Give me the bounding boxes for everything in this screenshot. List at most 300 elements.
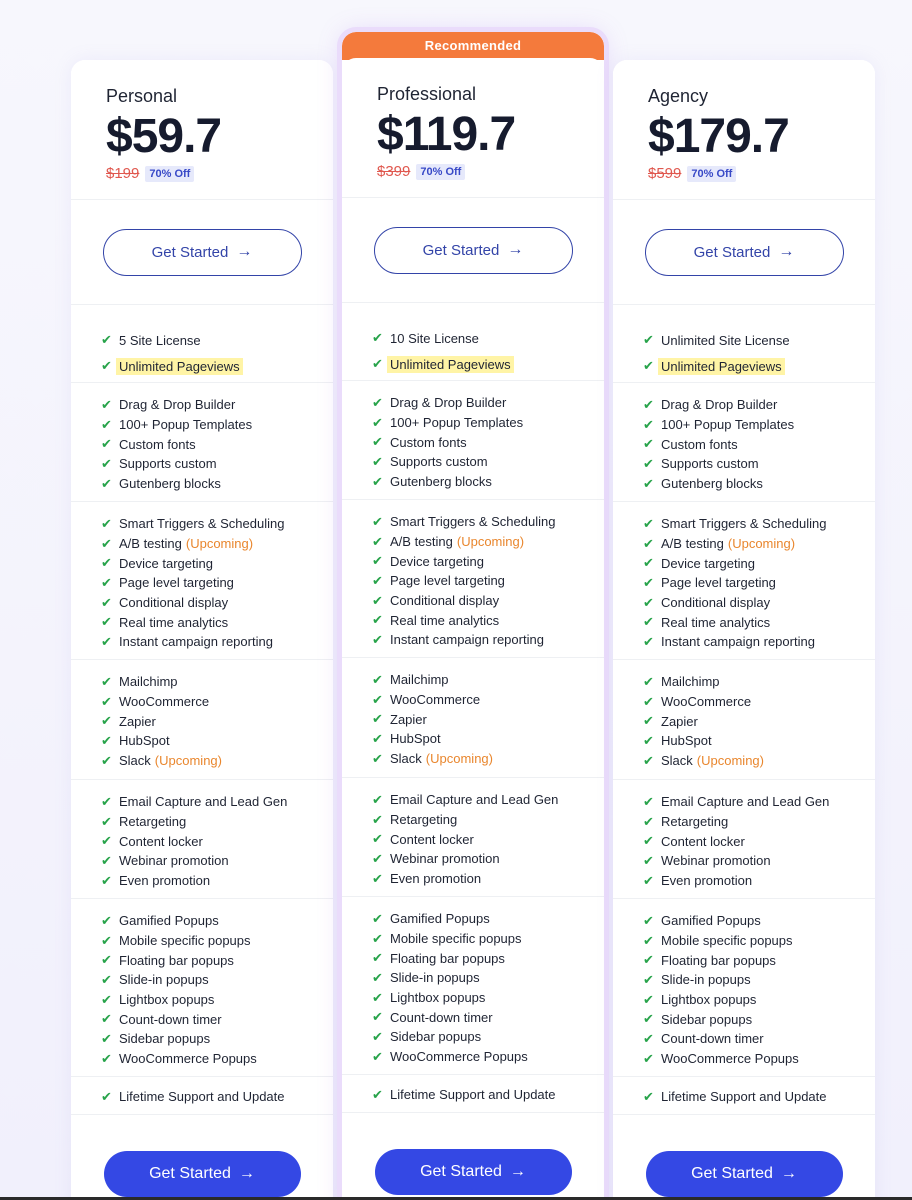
feature-item	[101, 1049, 333, 1069]
feature-item	[372, 532, 604, 552]
check-icon: ✔	[101, 912, 112, 928]
feature-item	[101, 553, 333, 573]
feature-label: Slide-in popups	[119, 972, 209, 988]
feature-item	[372, 670, 604, 690]
feature-item	[643, 327, 875, 353]
feature-group-builder	[342, 381, 604, 500]
check-icon: ✔	[372, 711, 383, 727]
feature-item	[643, 1029, 875, 1049]
feature-label: Conditional display	[661, 595, 771, 611]
feature-label: Content locker	[661, 833, 745, 849]
feature-item	[101, 353, 333, 379]
feature-item	[101, 731, 333, 751]
feature-item	[101, 792, 333, 812]
arrow-right-icon: →	[780, 1165, 797, 1182]
feature-item	[643, 751, 875, 771]
feature-label: Even promotion	[390, 871, 482, 887]
check-icon: ✔	[372, 930, 383, 946]
original-price: $599	[648, 165, 682, 182]
check-icon: ✔	[101, 1088, 112, 1104]
plan-name: Agency	[648, 86, 709, 106]
button-label: Get Started	[693, 243, 771, 261]
feature-label: Retargeting	[390, 812, 458, 828]
check-icon: ✔	[101, 713, 112, 729]
feature-item	[643, 612, 875, 632]
check-icon: ✔	[372, 434, 383, 450]
feature-item	[372, 829, 604, 849]
feature-item	[643, 573, 875, 593]
check-icon: ✔	[643, 358, 654, 373]
feature-group-targeting	[71, 502, 333, 660]
discount-badge: 70% Off	[687, 166, 736, 182]
feature-label: A/B testing	[119, 536, 182, 552]
feature-item	[101, 573, 333, 593]
feature-group-popups	[71, 899, 333, 1077]
feature-item	[643, 553, 875, 573]
feature-label: WooCommerce	[390, 692, 481, 708]
check-icon: ✔	[101, 693, 112, 709]
check-icon: ✔	[372, 356, 383, 371]
feature-label: Gamified Popups	[661, 913, 761, 929]
feature-label: Mailchimp	[390, 672, 449, 688]
plan-name: Professional	[377, 84, 477, 104]
feature-item	[372, 690, 604, 710]
feature-label: Mailchimp	[661, 674, 720, 690]
plan-card-agency	[613, 60, 875, 1200]
feature-item	[101, 812, 333, 832]
check-icon: ✔	[643, 515, 654, 531]
feature-label: Supports custom	[390, 454, 488, 470]
feature-item	[372, 610, 604, 630]
feature-label: A/B testing	[661, 536, 724, 552]
check-icon: ✔	[101, 436, 112, 452]
feature-label: Smart Triggers & Scheduling	[661, 516, 827, 532]
feature-label: Slide-in popups	[661, 972, 751, 988]
plan-card-professional	[342, 32, 604, 1200]
feature-label: Smart Triggers & Scheduling	[390, 514, 556, 530]
check-icon: ✔	[101, 416, 112, 432]
feature-label: 100+ Popup Templates	[661, 417, 795, 433]
feature-label: HubSpot	[119, 733, 170, 749]
feature-item	[372, 810, 604, 830]
check-icon: ✔	[643, 852, 654, 868]
feature-label: Conditional display	[119, 595, 229, 611]
feature-item	[643, 1009, 875, 1029]
check-icon: ✔	[101, 396, 112, 412]
check-icon: ✔	[643, 574, 654, 590]
feature-item	[643, 970, 875, 990]
feature-label: Floating bar popups	[390, 950, 505, 966]
recommended-badge: Recommended	[342, 32, 604, 60]
feature-item	[643, 871, 875, 891]
feature-item	[372, 729, 604, 749]
get-started-button-bottom[interactable]	[104, 1151, 301, 1197]
feature-item	[101, 672, 333, 692]
discount-badge: 70% Off	[145, 166, 194, 182]
feature-item	[101, 990, 333, 1010]
check-icon: ✔	[372, 850, 383, 866]
feature-label: Lightbox popups	[119, 992, 215, 1008]
feature-label: Sidebar popups	[390, 1029, 482, 1045]
check-icon: ✔	[372, 453, 383, 469]
feature-label: Lifetime Support and Update	[661, 1089, 827, 1105]
feature-item	[643, 731, 875, 751]
feature-label: Sidebar popups	[661, 1011, 753, 1027]
feature-label: 10 Site License	[390, 330, 479, 346]
feature-item	[643, 395, 875, 415]
check-icon: ✔	[643, 932, 654, 948]
check-icon: ✔	[643, 971, 654, 987]
feature-group-support	[71, 1077, 333, 1115]
feature-item	[372, 1085, 604, 1105]
original-price: $399	[377, 163, 411, 180]
check-icon: ✔	[101, 932, 112, 948]
check-icon: ✔	[372, 572, 383, 588]
feature-label: Unlimited Site License	[661, 332, 790, 348]
feature-item	[101, 612, 333, 632]
feature-label: Lifetime Support and Update	[119, 1089, 285, 1105]
feature-item	[643, 632, 875, 652]
feature-item	[372, 988, 604, 1008]
feature-group-integrations	[613, 660, 875, 780]
feature-item	[101, 831, 333, 851]
feature-item	[372, 929, 604, 949]
feature-label: Zapier	[661, 713, 698, 729]
button-label: Get Started	[151, 243, 229, 261]
check-icon: ✔	[643, 332, 654, 347]
get-started-button-bottom[interactable]	[646, 1151, 843, 1197]
feature-item	[372, 630, 604, 650]
feature-item	[101, 1009, 333, 1029]
feature-item	[372, 869, 604, 889]
feature-item	[372, 790, 604, 810]
feature-label: Real time analytics	[390, 612, 500, 628]
check-icon: ✔	[643, 614, 654, 630]
feature-item	[101, 474, 333, 494]
feature-item	[101, 931, 333, 951]
feature-item	[643, 593, 875, 613]
feature-label: Even promotion	[661, 873, 753, 889]
upcoming-tag: (Upcoming)	[727, 536, 796, 552]
feature-label: Email Capture and Lead Gen	[661, 794, 830, 810]
feature-label: Content locker	[119, 833, 203, 849]
feature-label: Mobile specific popups	[661, 933, 793, 949]
feature-item	[643, 931, 875, 951]
feature-item	[101, 434, 333, 454]
feature-group-integrations	[342, 658, 604, 778]
check-icon: ✔	[643, 633, 654, 649]
feature-label: Custom fonts	[390, 434, 467, 450]
feature-item	[101, 970, 333, 990]
feature-label: Email Capture and Lead Gen	[119, 794, 288, 810]
check-icon: ✔	[643, 594, 654, 610]
feature-label: WooCommerce Popups	[390, 1049, 528, 1065]
feature-label: Page level targeting	[390, 573, 505, 589]
button-label: Get Started	[149, 1165, 231, 1182]
feature-item	[372, 909, 604, 929]
check-icon: ✔	[101, 574, 112, 590]
feature-label: WooCommerce Popups	[661, 1051, 799, 1067]
feature-item	[101, 692, 333, 712]
feature-label: Real time analytics	[119, 614, 229, 630]
check-icon: ✔	[101, 833, 112, 849]
feature-label: Count-down timer	[119, 1011, 222, 1027]
feature-label: Count-down timer	[661, 1031, 764, 1047]
feature-label: Gamified Popups	[119, 913, 219, 929]
check-icon: ✔	[643, 673, 654, 689]
check-icon: ✔	[101, 555, 112, 571]
feature-label: Device targeting	[661, 555, 755, 571]
plan-price: $119.7	[377, 108, 516, 161]
feature-item	[372, 571, 604, 591]
upcoming-tag: (Upcoming)	[696, 753, 764, 769]
feature-label: Mobile specific popups	[390, 931, 522, 947]
feature-label: Webinar promotion	[119, 853, 229, 869]
button-label: Get Started	[420, 1163, 502, 1180]
feature-group-usecases	[71, 780, 333, 899]
feature-item	[643, 911, 875, 931]
arrow-right-icon: →	[236, 243, 253, 260]
feature-label: Unlimited Pageviews	[658, 358, 785, 375]
plan-price: $179.7	[648, 110, 789, 163]
feature-item	[372, 432, 604, 452]
feature-label: Floating bar popups	[119, 952, 234, 968]
feature-item	[643, 831, 875, 851]
check-icon: ✔	[101, 813, 112, 829]
check-icon: ✔	[372, 473, 383, 489]
check-icon: ✔	[643, 912, 654, 928]
feature-label: Mobile specific popups	[119, 933, 251, 949]
feature-label: Custom fonts	[119, 436, 196, 452]
check-icon: ✔	[643, 475, 654, 491]
feature-item	[372, 849, 604, 869]
get-started-button[interactable]	[645, 229, 844, 276]
feature-item	[101, 1087, 333, 1107]
feature-item	[372, 512, 604, 532]
feature-item	[101, 454, 333, 474]
feature-item	[101, 751, 333, 771]
feature-label: Lightbox popups	[390, 990, 486, 1006]
feature-label: 100+ Popup Templates	[119, 417, 253, 433]
check-icon: ✔	[372, 811, 383, 827]
feature-group-usecases	[613, 780, 875, 899]
feature-item	[643, 1049, 875, 1069]
feature-group-builder	[71, 383, 333, 502]
feature-label: Gutenberg blocks	[661, 476, 763, 492]
plan-header	[613, 60, 875, 200]
feature-item	[372, 709, 604, 729]
feature-label: WooCommerce	[119, 694, 210, 710]
feature-item	[372, 591, 604, 611]
feature-item	[643, 514, 875, 534]
feature-item	[643, 851, 875, 871]
feature-group-integrations	[71, 660, 333, 780]
check-icon: ✔	[372, 1009, 383, 1025]
feature-label: Device targeting	[390, 553, 484, 569]
feature-label: Drag & Drop Builder	[390, 395, 507, 411]
check-icon: ✔	[372, 612, 383, 628]
feature-label: Content locker	[390, 831, 474, 847]
feature-label: Gutenberg blocks	[119, 476, 221, 492]
feature-label: WooCommerce Popups	[119, 1051, 257, 1067]
feature-item	[101, 534, 333, 554]
check-icon: ✔	[101, 633, 112, 649]
check-icon: ✔	[101, 1030, 112, 1046]
check-icon: ✔	[372, 950, 383, 966]
check-icon: ✔	[643, 793, 654, 809]
feature-item	[372, 413, 604, 433]
check-icon: ✔	[372, 1086, 383, 1102]
feature-label: Instant campaign reporting	[119, 634, 273, 650]
check-icon: ✔	[372, 631, 383, 647]
check-icon: ✔	[643, 752, 654, 768]
check-icon: ✔	[101, 535, 112, 551]
check-icon: ✔	[643, 813, 654, 829]
feature-item	[643, 711, 875, 731]
feature-label: Supports custom	[119, 456, 217, 472]
feature-item	[643, 1087, 875, 1107]
feature-group-popups	[342, 897, 604, 1075]
check-icon: ✔	[101, 752, 112, 768]
feature-item	[643, 454, 875, 474]
check-icon: ✔	[643, 693, 654, 709]
feature-label: Gamified Popups	[390, 911, 490, 927]
discount-badge: 70% Off	[416, 164, 465, 180]
feature-item	[372, 452, 604, 472]
get-started-button[interactable]	[103, 229, 302, 276]
feature-group-license	[342, 303, 604, 381]
feature-label: Even promotion	[119, 873, 211, 889]
get-started-button[interactable]	[374, 227, 573, 274]
feature-label: 5 Site License	[119, 332, 201, 348]
check-icon: ✔	[372, 394, 383, 410]
check-icon: ✔	[372, 750, 383, 766]
feature-item	[101, 950, 333, 970]
feature-item	[101, 911, 333, 931]
arrow-right-icon: →	[509, 1163, 526, 1180]
check-icon: ✔	[643, 555, 654, 571]
feature-item	[372, 551, 604, 571]
check-icon: ✔	[372, 791, 383, 807]
check-icon: ✔	[372, 1028, 383, 1044]
feature-label: Device targeting	[119, 555, 213, 571]
check-icon: ✔	[372, 910, 383, 926]
check-icon: ✔	[643, 991, 654, 1007]
feature-label: Email Capture and Lead Gen	[390, 792, 559, 808]
check-icon: ✔	[101, 872, 112, 888]
feature-item	[643, 692, 875, 712]
feature-label: Drag & Drop Builder	[119, 397, 236, 413]
feature-item	[101, 1029, 333, 1049]
check-icon: ✔	[643, 1050, 654, 1066]
feature-label: Unlimited Pageviews	[116, 358, 243, 375]
feature-item	[101, 395, 333, 415]
plan-name: Personal	[106, 86, 178, 106]
feature-group-builder	[613, 383, 875, 502]
check-icon: ✔	[101, 952, 112, 968]
check-icon: ✔	[101, 793, 112, 809]
feature-label: Lightbox popups	[661, 992, 757, 1008]
feature-label: Webinar promotion	[390, 851, 500, 867]
feature-group-targeting	[613, 502, 875, 660]
check-icon: ✔	[372, 730, 383, 746]
feature-label: HubSpot	[661, 733, 712, 749]
feature-group-support	[342, 1075, 604, 1113]
feature-label: A/B testing	[390, 534, 453, 550]
check-icon: ✔	[372, 592, 383, 608]
feature-item	[643, 950, 875, 970]
feature-item	[643, 353, 875, 379]
check-icon: ✔	[101, 732, 112, 748]
check-icon: ✔	[372, 414, 383, 430]
check-icon: ✔	[101, 673, 112, 689]
check-icon: ✔	[372, 691, 383, 707]
feature-label: Zapier	[119, 713, 156, 729]
check-icon: ✔	[101, 852, 112, 868]
check-icon: ✔	[372, 1048, 383, 1064]
plan-header	[71, 60, 333, 200]
check-icon: ✔	[372, 969, 383, 985]
feature-item	[372, 325, 604, 351]
check-icon: ✔	[372, 533, 383, 549]
feature-item	[643, 812, 875, 832]
upcoming-tag: (Upcoming)	[154, 753, 222, 769]
plan-card-personal	[71, 60, 333, 1200]
button-label: Get Started	[422, 241, 500, 259]
feature-label: Instant campaign reporting	[661, 634, 815, 650]
feature-item	[643, 534, 875, 554]
feature-group-popups	[613, 899, 875, 1077]
feature-label: Webinar promotion	[661, 853, 771, 869]
arrow-right-icon: →	[238, 1165, 255, 1182]
check-icon: ✔	[643, 396, 654, 412]
check-icon: ✔	[101, 1050, 112, 1066]
check-icon: ✔	[643, 872, 654, 888]
button-label: Get Started	[691, 1165, 773, 1182]
feature-label: Page level targeting	[119, 575, 234, 591]
feature-item	[643, 474, 875, 494]
check-icon: ✔	[101, 515, 112, 531]
feature-label: Custom fonts	[661, 436, 738, 452]
feature-label: Retargeting	[119, 814, 187, 830]
check-icon: ✔	[372, 989, 383, 1005]
feature-item	[101, 711, 333, 731]
check-icon: ✔	[101, 475, 112, 491]
feature-label: Slide-in popups	[390, 970, 480, 986]
check-icon: ✔	[643, 535, 654, 551]
check-icon: ✔	[101, 971, 112, 987]
feature-label: Mailchimp	[119, 674, 178, 690]
get-started-button-bottom[interactable]	[375, 1149, 572, 1195]
feature-item	[372, 1027, 604, 1047]
feature-item	[101, 851, 333, 871]
feature-item	[643, 792, 875, 812]
feature-item	[372, 1047, 604, 1067]
feature-item	[372, 393, 604, 413]
feature-item	[101, 514, 333, 534]
check-icon: ✔	[372, 870, 383, 886]
feature-item	[101, 871, 333, 891]
feature-label: 100+ Popup Templates	[390, 415, 524, 431]
feature-item	[643, 434, 875, 454]
check-icon: ✔	[643, 732, 654, 748]
check-icon: ✔	[101, 991, 112, 1007]
feature-label: Supports custom	[661, 456, 759, 472]
feature-label: WooCommerce	[661, 694, 752, 710]
check-icon: ✔	[643, 416, 654, 432]
check-icon: ✔	[643, 1030, 654, 1046]
feature-label: Smart Triggers & Scheduling	[119, 516, 285, 532]
